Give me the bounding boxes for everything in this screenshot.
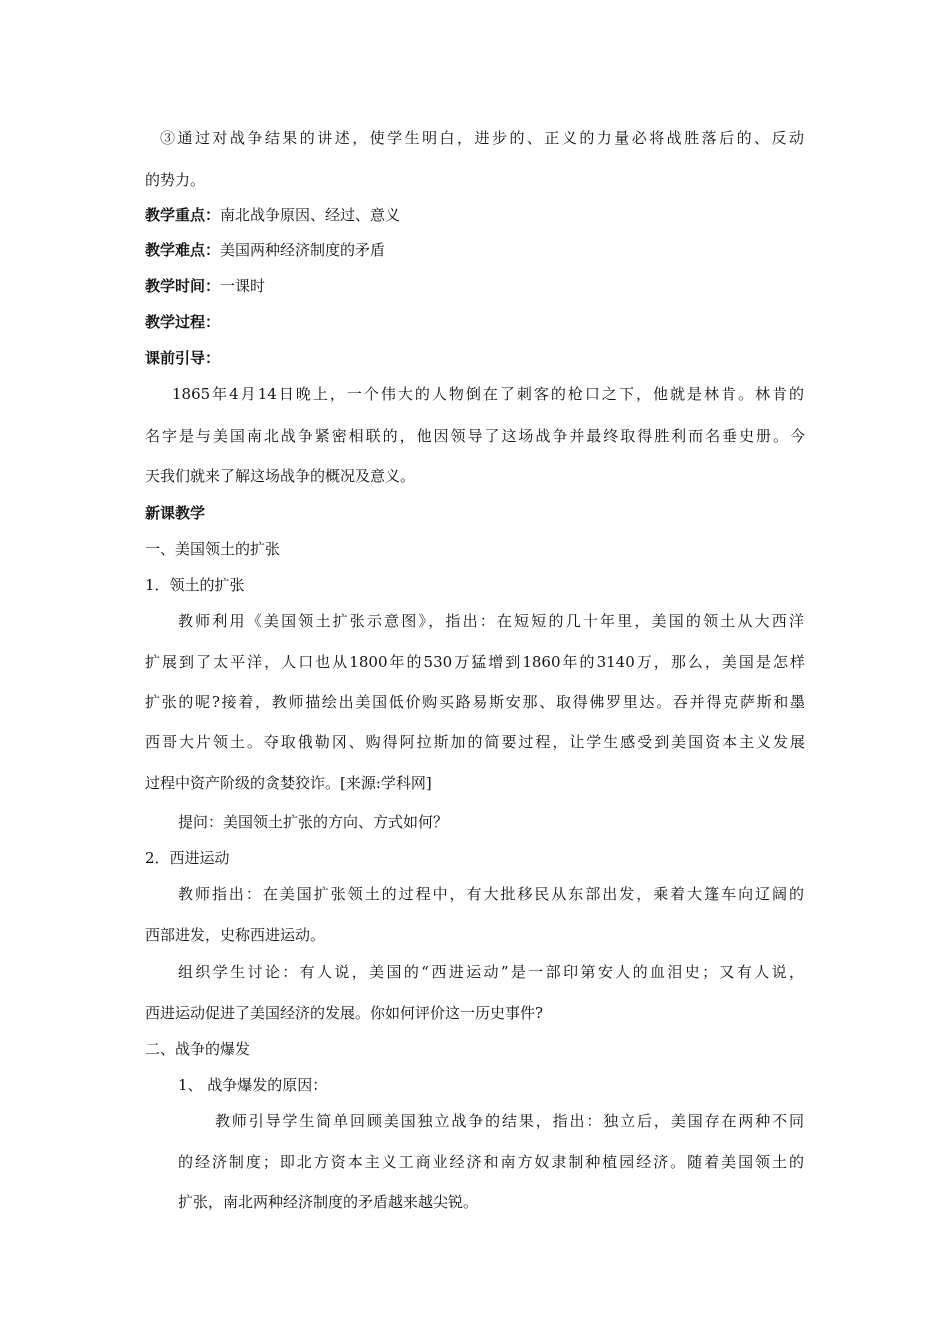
discussion-paragraph-line-1: 组织学生讨论：有人说，美国的“西进运动”是一部印第安人的血泪史；又有人说， <box>178 963 804 981</box>
teaching-focus-label: 教学重点： <box>145 206 221 224</box>
section-1-heading: 一、美国领土的扩张 <box>145 540 281 558</box>
discussion-paragraph-line-2: 西进运动促进了美国经济的发展。你如何评价这一历史事件? <box>145 1004 544 1022</box>
intro-paragraph-line-1: 1865年4月14日晚上，一个伟大的人物倒在了刺客的枪口之下，他就是林肯。林肯的 <box>172 385 804 403</box>
intro-label: 课前引导： <box>145 349 221 367</box>
question-1: 提问：美国领土扩张的方向、方式如何？ <box>178 813 449 831</box>
intro-paragraph-line-3: 天我们就来了解这场战争的概况及意义。 <box>145 467 416 485</box>
teaching-difficulty <box>145 240 385 260</box>
westward-paragraph-line-2: 西部进发，史称西进运动。 <box>145 926 326 944</box>
teaching-time <box>145 276 265 296</box>
cause-paragraph-line-1: 教师引导学生简单回顾美国独立战争的结果，指出：独立后，美国存在两种不同 <box>215 1112 804 1130</box>
teaching-focus-text: 南北战争原因、经过、意义 <box>220 206 401 224</box>
territory-paragraph-line-5: 过程中资产阶级的贪婪狡诈。[来源:学科网] <box>145 774 432 792</box>
subsection-2-heading: 2．西进运动 <box>145 849 230 867</box>
teaching-process-label: 教学过程： <box>145 313 221 331</box>
new-lesson-label: 新课教学 <box>145 504 206 522</box>
teaching-time-text: 一课时 <box>220 277 266 295</box>
intro-paragraph-line-2: 名字是与美国南北战争紧密相联的，他因领导了这场战争并最终取得胜利而名垂史册。今 <box>145 427 805 445</box>
section-2-heading: 二、战争的爆发 <box>145 1040 251 1058</box>
territory-paragraph-line-1: 教师利用《美国领土扩张示意图》，指出：在短短的几十年里，美国的领土从大西洋 <box>178 612 804 630</box>
teaching-focus <box>145 205 400 225</box>
cause-paragraph-line-3: 扩张，南北两种经济制度的矛盾越来越尖锐。 <box>178 1193 479 1211</box>
teaching-difficulty-text: 美国两种经济制度的矛盾 <box>220 241 386 259</box>
cause-paragraph-line-2: 的经济制度；即北方资本主义工商业经济和南方奴隶制种植园经济。随着美国领土的 <box>178 1153 804 1171</box>
teaching-time-label: 教学时间： <box>145 277 221 295</box>
teaching-difficulty-label: 教学难点： <box>145 241 221 259</box>
objective-3-cont: 的势力。 <box>145 171 206 189</box>
subsection-3-heading: 1、 战争爆发的原因： <box>178 1076 328 1094</box>
objective-3: ③通过对战争结果的讲述，使学生明白，进步的、正义的力量必将战胜落后的、反动 <box>160 129 804 147</box>
subsection-1-heading: 1．领土的扩张 <box>145 576 245 594</box>
territory-paragraph-line-2: 扩展到了太平洋，人口也从1800年的530万猛增到1860年的3140万，那么，美国是怎样 <box>145 653 805 671</box>
territory-paragraph-line-4: 西哥大片领土。夺取俄勒冈、购得阿拉斯加的简要过程，让学生感受到美国资本主义发展 <box>145 733 805 751</box>
westward-paragraph-line-1: 教师指出：在美国扩张领土的过程中，有大批移民从东部出发，乘着大篷车向辽阔的 <box>178 885 804 903</box>
territory-paragraph-line-3: 扩张的呢?接着，教师描绘出美国低价购买路易斯安那、取得佛罗里达。吞并得克萨斯和墨 <box>145 693 805 711</box>
